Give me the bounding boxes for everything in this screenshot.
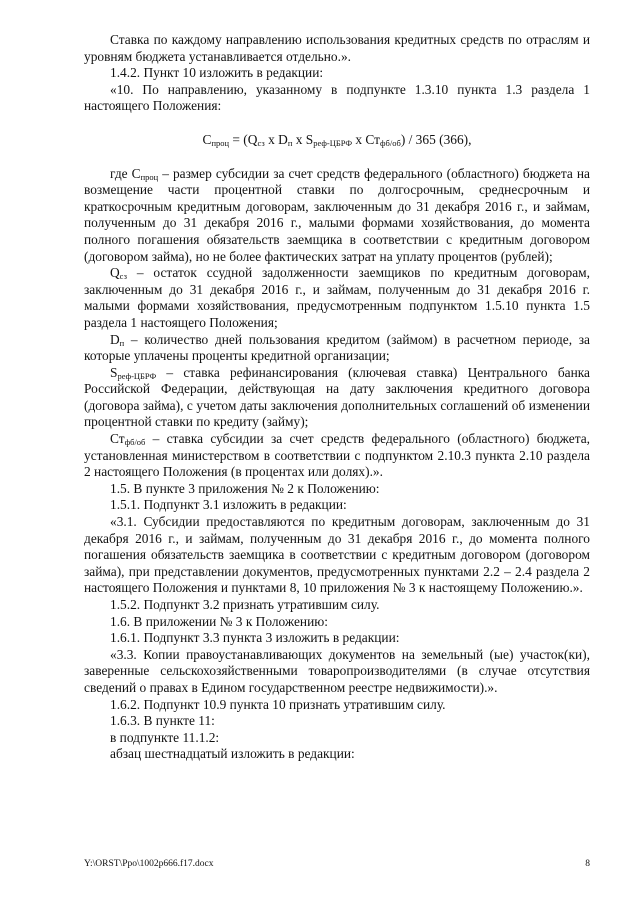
definition-text: – ставка рефинансирования (ключевая ставка) Центрального банка Российской Федерации, действующая на дату заключения кредитного договора (договора займа), с учетом даты заключения дополнительных соглашений об изменении процентной ставки по кредиту (займу); [84, 364, 590, 430]
paragraph: «10. По направлению, указанному в подпункте 1.3.10 пункта 1.3 раздела 1 настоящего Положения: [84, 81, 590, 114]
paragraph: «3.1. Субсидии предоставляются по кредитным договорам, заключенным до 31 декабря 2016 г., и займам, полученным до 31 декабря 2016 г., до момента полного погашения обязательств заемщика в соответствии с кредитным договором (договором займа), при представлении документов, предусмотренных пунктами 2.2 – 2.4 раздела 2 настоящего Положения и пунктами 8, 10 приложения № 3 к настоящему Положению.». [84, 514, 590, 596]
formula-subscript: проц [211, 137, 230, 148]
formula-part: = (Q [229, 131, 258, 147]
definition-text: – количество дней пользования кредитом (займом) в расчетном периоде, за которые уплачены проценты кредитной организации; [84, 331, 590, 364]
formula-subscript: сз [257, 137, 265, 148]
paragraph: 1.5.2. Подпункт 3.2 признать утратившим силу. [110, 597, 380, 612]
definition-term: S [110, 364, 118, 380]
formula-part: ) / 365 (366), [400, 131, 472, 147]
paragraph: 1.4.2. Пункт 10 изложить в редакции: [110, 65, 324, 81]
formula-subscript: фб/об [380, 137, 401, 148]
definition-paragraph [84, 166, 590, 266]
formula-subscript: п [287, 137, 293, 148]
formula-part: х D [264, 131, 288, 147]
formula-part: х Ст [352, 131, 381, 147]
paragraph: 1.6.1. Подпункт 3.3 пункта 3 изложить в редакции: [110, 630, 400, 646]
document-body [84, 32, 590, 763]
paragraph: абзац шестнадцатый изложить в редакции: [110, 746, 355, 762]
definition-subscript: реф-ЦБРФ [117, 370, 157, 381]
definition-paragraph [84, 365, 590, 431]
page-number: 8 [585, 859, 590, 869]
definition-paragraph [84, 431, 590, 481]
paragraph: 1.6.3. В пункте 11: [110, 713, 215, 729]
formula-part: С [202, 131, 212, 147]
definition-subscript: сз [119, 271, 128, 282]
definition-term: Ст [110, 431, 125, 447]
paragraph: в подпункте 11.1.2: [110, 729, 220, 745]
formula-part: х S [292, 131, 314, 147]
definition-text: – остаток ссудной задолженности заемщиков по кредитным договорам, заключенным до 31 декабря 2016 г., и займам, полученным до 31 декабря 2016 г. малыми формами хозяйствования, предусмотренным подпунктом 1.5.10 пункта 1.5 раздела 1 настоящего Положения; [84, 265, 590, 330]
definition-text: – размер субсидии за счет средств федерального (областного) бюджета на возмещение части процентной ставки по долгосрочным, среднесрочным и краткосрочным кредитным договорам, заключенным до 31 декабря 2016 г., и займам, полученным до 31 декабря 2016 г., малыми формами хозяйствования, до момента полного погашения обязательств заемщика в соответствии с кредитным договором (договором займа), но не более фактических затрат на уплату процентов (рублей); [84, 165, 590, 264]
paragraph: Ставка по каждому направлению использования кредитных средств по отраслям и уровням бюджета устанавливается отдельно.». [84, 32, 590, 64]
definition-paragraph [84, 265, 590, 331]
definition-paragraph [84, 332, 590, 365]
paragraph: «3.3. Копии правоустанавливающих документов на земельный (ые) участок(ки), заверенные сельскохозяйственными товаропроизводителями (в случае отсутствия сведений о правах в Едином государственном реестре недвижимости).». [84, 646, 590, 695]
definition-subscript: проц [140, 171, 159, 182]
file-path: Y:\ORST\Ppo\1002p666.f17.docx [84, 859, 214, 869]
definition-term: где С [110, 165, 141, 181]
paragraph: 1.6. В приложении № 3 к Положению: [110, 613, 328, 629]
formula-subscript: реф-ЦБРФ [313, 137, 353, 148]
paragraph: 1.5.1. Подпункт 3.1 изложить в редакции: [110, 497, 347, 513]
paragraph: 1.5. В пункте 3 приложения № 2 к Положению: [110, 480, 380, 496]
definition-text: – ставка субсидии за счет средств федерального (областного) бюджета, установленная министерством в соответствии с подпунктом 2.10.3 пункта 2.10 раздела 2 настоящего Положения (в процентах или долях).». [84, 431, 590, 480]
paragraph: 1.6.2. Подпункт 10.9 пункта 10 признать утратившим силу. [110, 696, 446, 712]
subsidy-formula [84, 132, 590, 149]
definition-subscript: фб/об [124, 437, 146, 448]
definition-term: Q [110, 265, 120, 281]
definition-subscript: п [119, 337, 125, 348]
definition-term: D [110, 331, 120, 347]
